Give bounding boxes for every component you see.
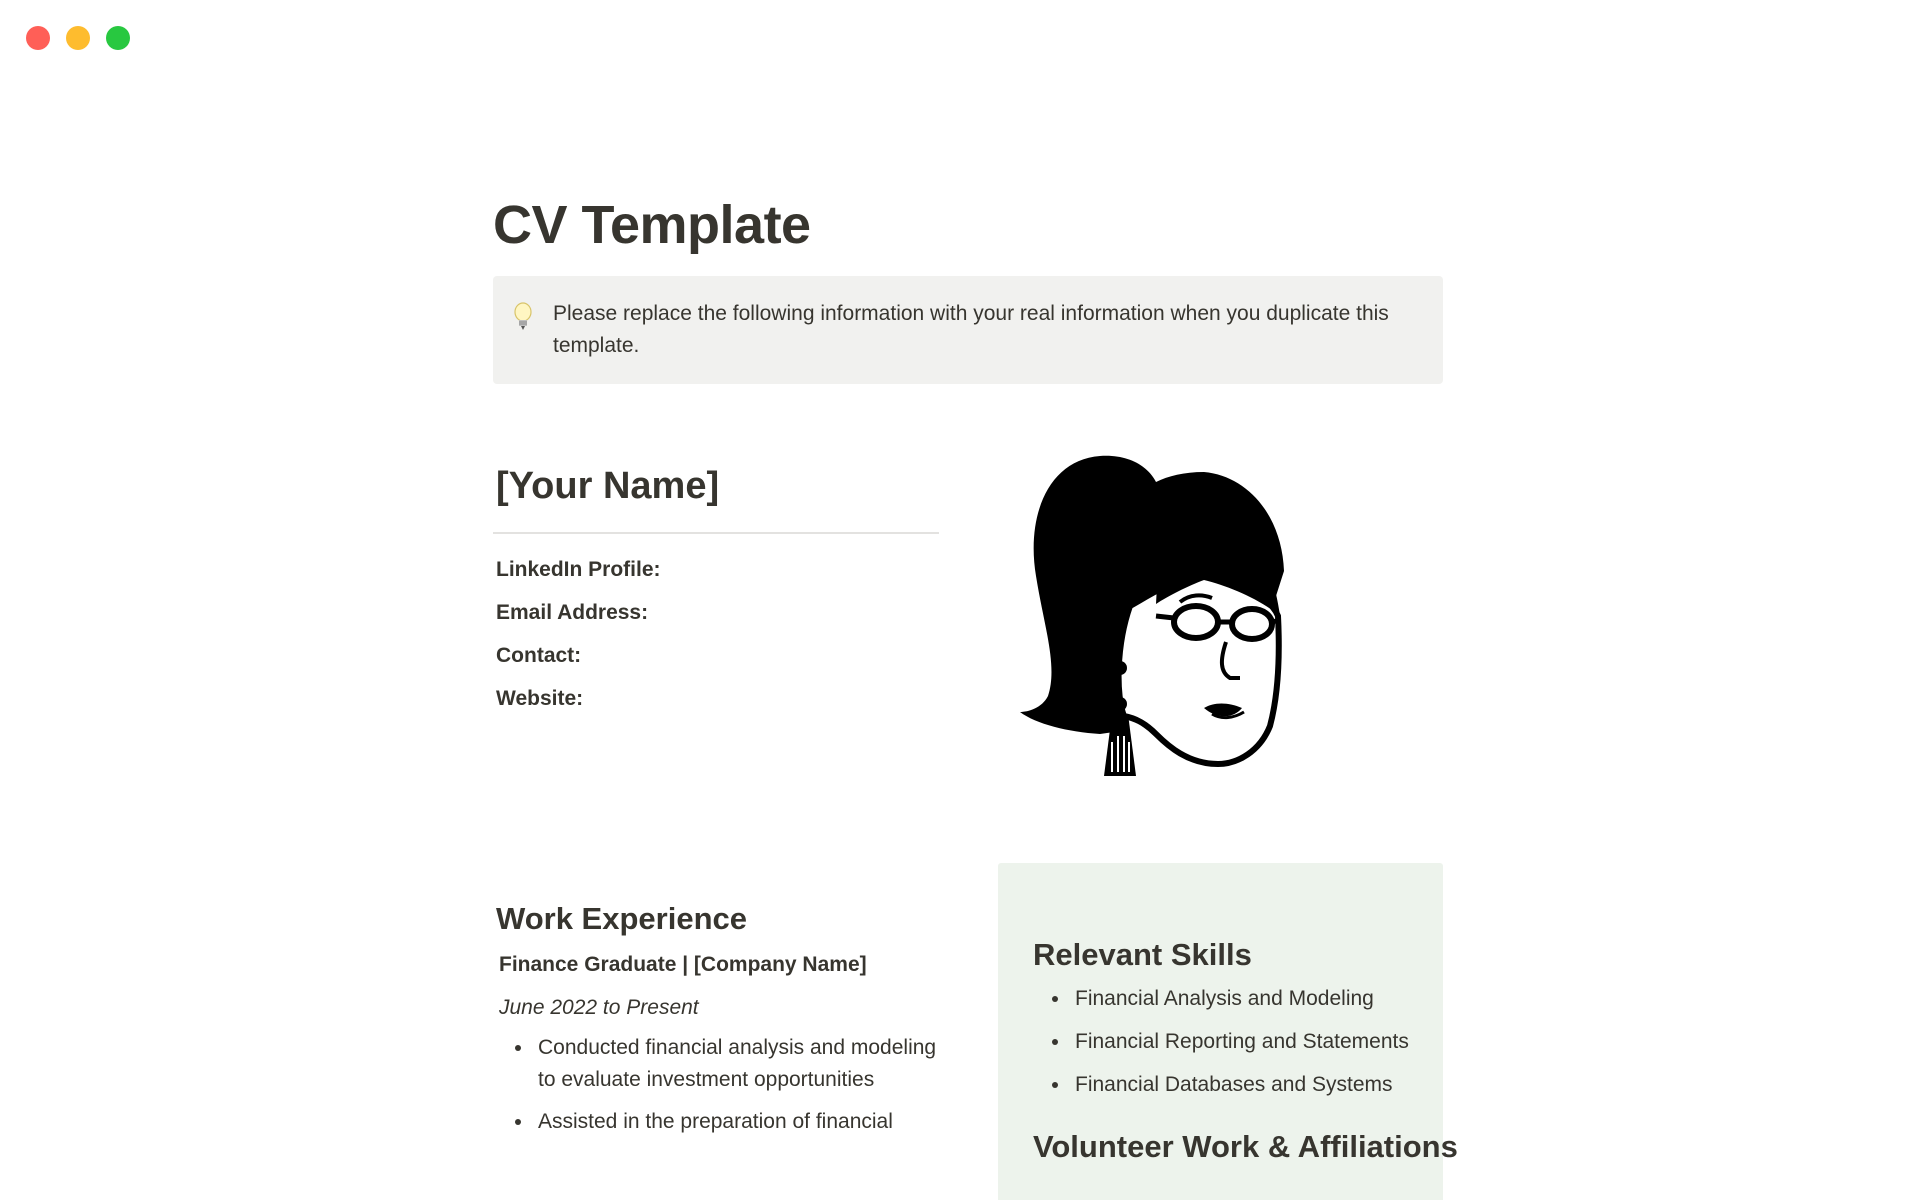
job-title[interactable]: Finance Graduate | [Company Name] [499,953,867,976]
job-dates[interactable]: June 2022 to Present [499,996,699,1019]
callout-block[interactable] [493,276,1443,384]
work-bullet-list [496,1032,939,1138]
website-field[interactable]: Website: [496,687,584,710]
maximize-window-button[interactable] [106,26,130,50]
skills-box [998,863,1458,1200]
work-bullet-item[interactable]: • Conducted financial analysis and modeling to evaluate investment opportunities [534,1032,939,1096]
skill-item[interactable]: • Financial Analysis and Modeling [1071,983,1423,1015]
volunteer-heading[interactable]: Volunteer Work & Affiliations [1033,1129,1458,1164]
contact-field[interactable]: Contact: [496,644,582,667]
minimize-window-button[interactable] [66,26,90,50]
profile-row [493,452,1443,811]
name-heading[interactable]: [Your Name] [496,465,720,507]
linkedin-field[interactable]: LinkedIn Profile: [496,558,661,581]
woman-portrait-illustration [1008,446,1338,806]
skills-column [998,863,1458,1200]
lightbulb-icon [513,298,535,362]
callout-text: Please replace the following information with your real information when you duplicate this template. [553,302,1389,357]
skill-item[interactable]: • Financial Databases and Systems [1071,1069,1423,1101]
page-title[interactable]: CV Template [493,195,811,255]
work-bullet-item[interactable]: • Assisted in the preparation of financial [534,1106,939,1138]
contact-list [493,548,939,720]
work-experience-heading[interactable]: Work Experience [496,901,747,936]
details-row [493,863,1458,1200]
skills-list [1033,983,1423,1101]
portrait-column [998,452,1443,811]
email-field[interactable]: Email Address: [496,601,649,624]
relevant-skills-heading[interactable]: Relevant Skills [1033,937,1252,972]
divider [493,532,939,534]
skill-item[interactable]: • Financial Reporting and Statements [1071,1026,1423,1058]
window-controls [26,26,130,50]
profile-column [493,452,939,811]
page-content [493,190,1458,1200]
work-experience-column [493,863,939,1200]
close-window-button[interactable] [26,26,50,50]
